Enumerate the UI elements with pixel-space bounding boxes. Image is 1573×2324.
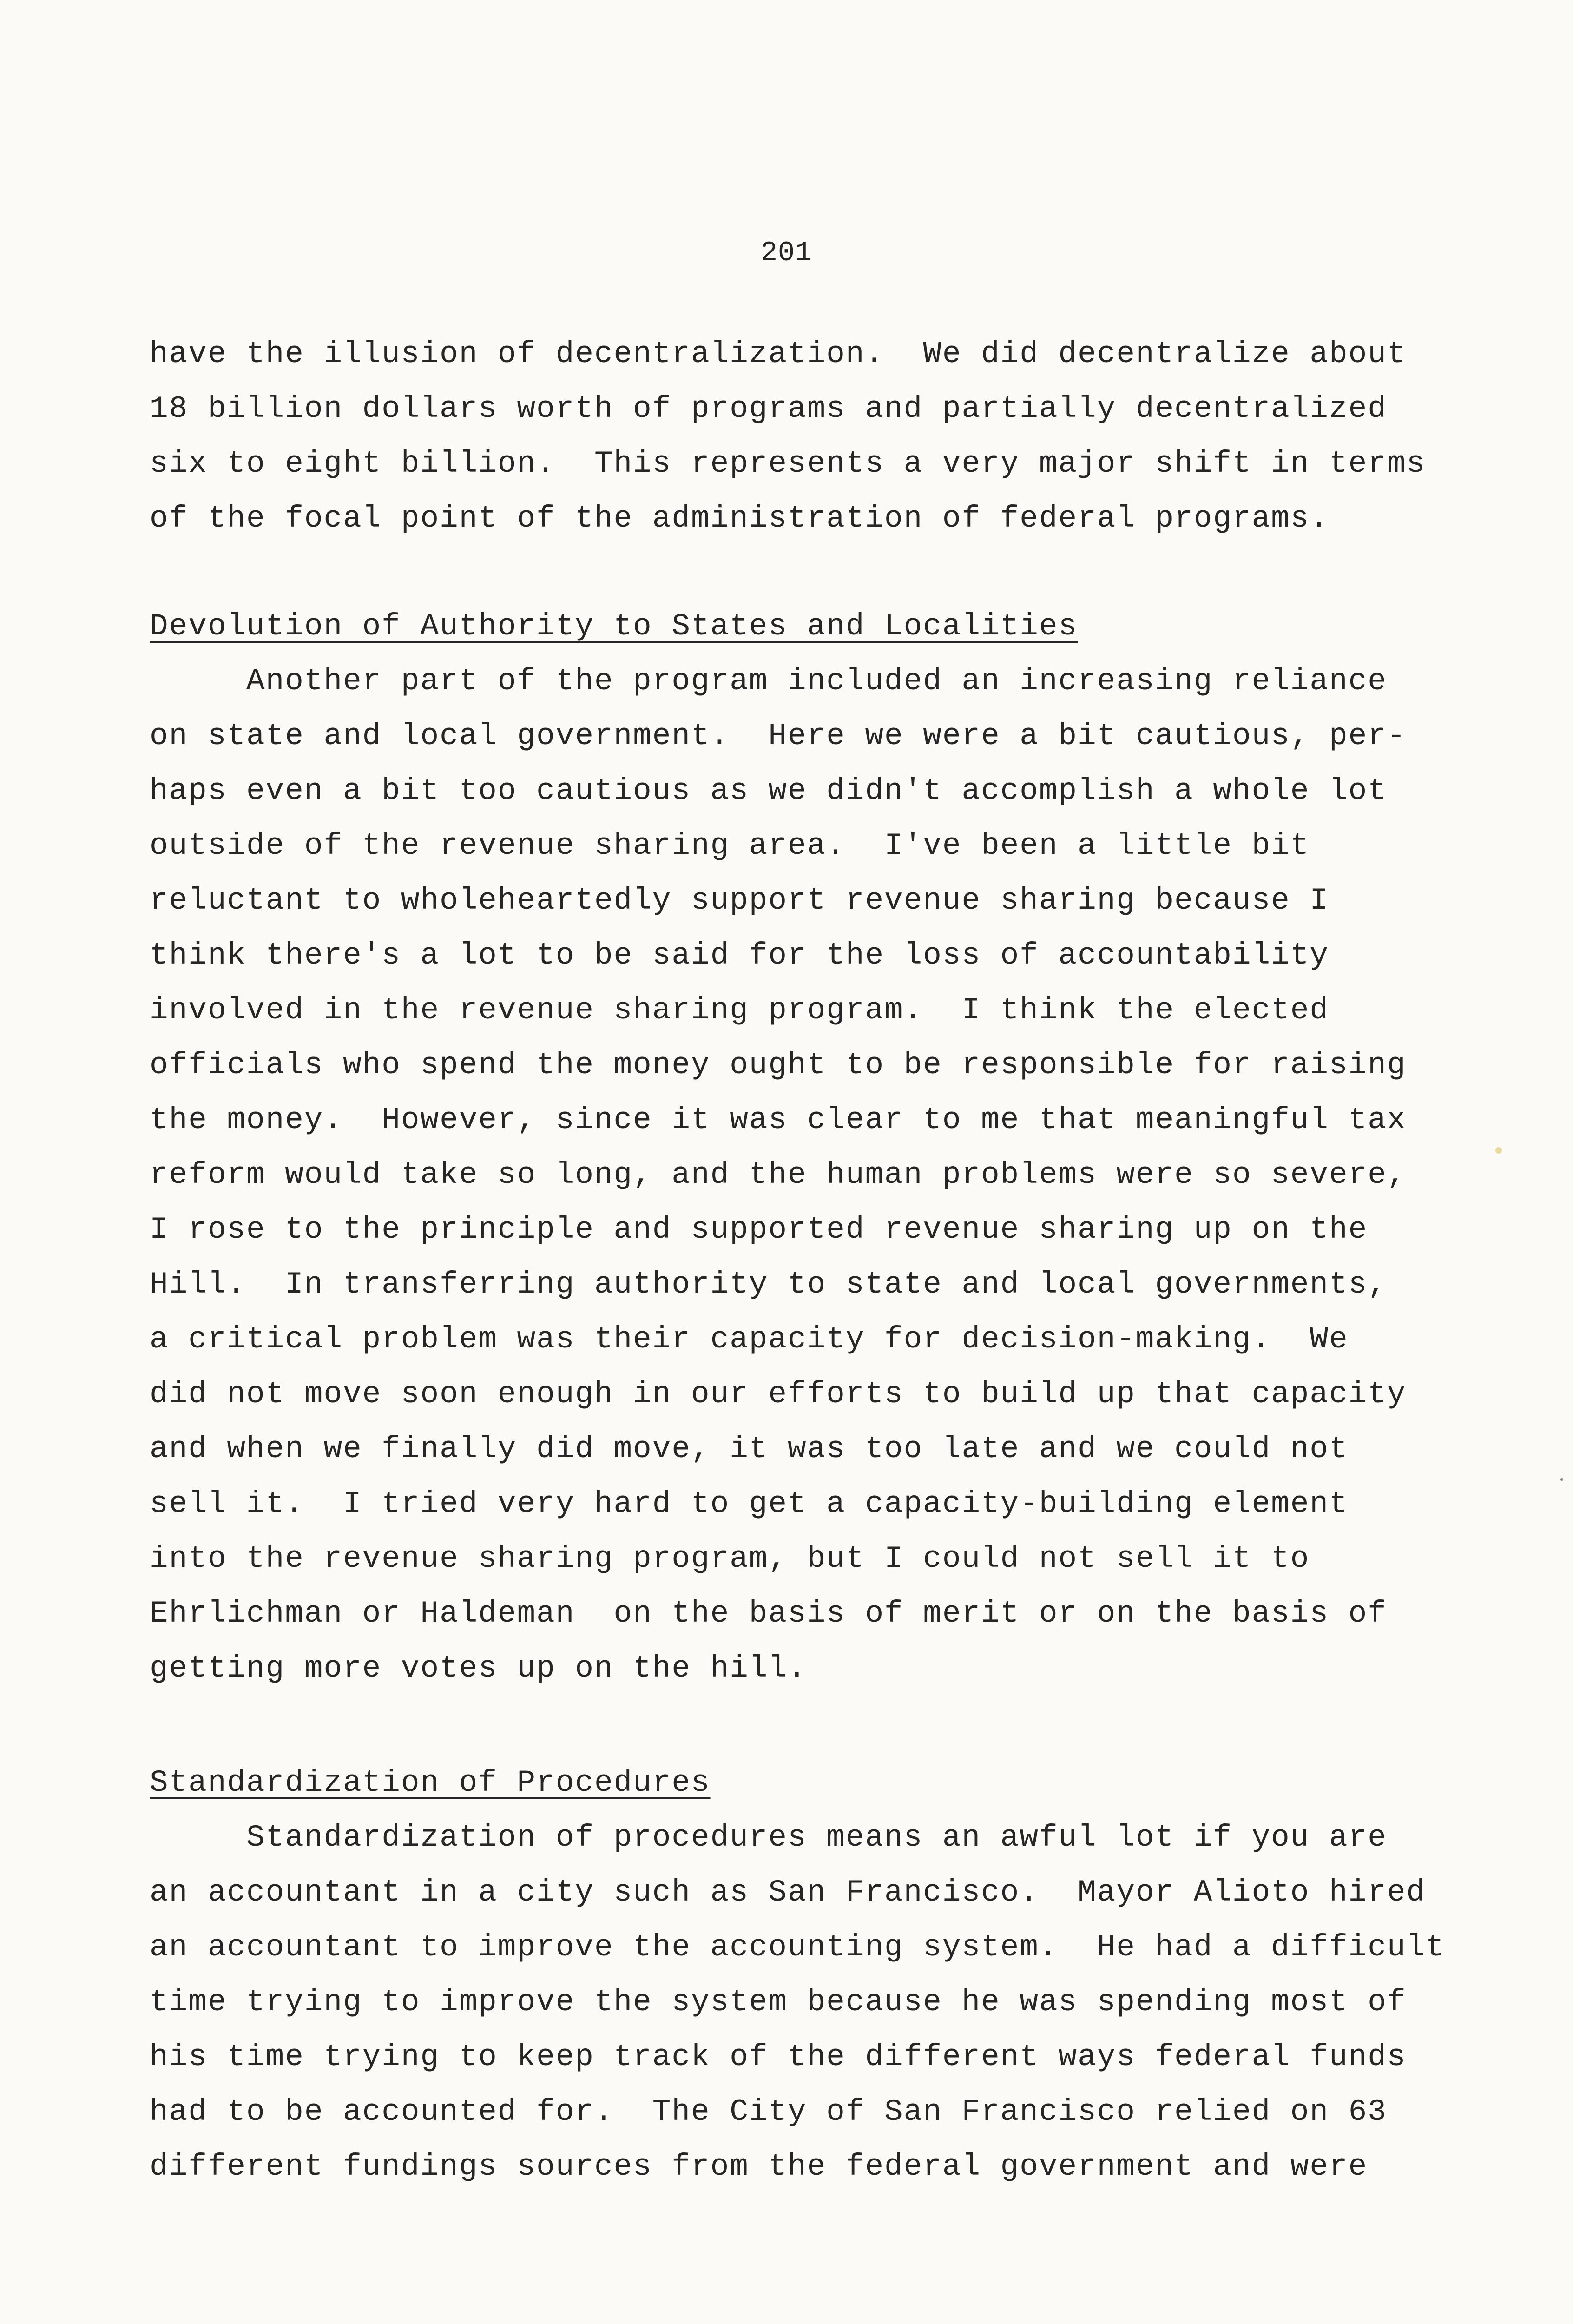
text-line: the money. However, since it was clear to me that meaningful tax bbox=[150, 1103, 1407, 1137]
text-line: Standardization of procedures means an awful lot if you are bbox=[150, 1820, 1387, 1855]
text-line: involved in the revenue sharing program. I think the elected bbox=[150, 993, 1329, 1028]
section-heading-devolution: Devolution of Authority to States and Localities bbox=[150, 609, 1078, 644]
text-line: had to be accounted for. The City of San Francisco relied on 63 bbox=[150, 2094, 1387, 2129]
text-line: a critical problem was their capacity for decision-making. We bbox=[150, 1322, 1349, 1357]
text-line: and when we finally did move, it was too late and we could not bbox=[150, 1432, 1349, 1466]
text-line: I rose to the principle and supported revenue sharing up on the bbox=[150, 1212, 1368, 1247]
text-line: getting more votes up on the hill. bbox=[150, 1651, 807, 1686]
text-line: an accountant to improve the accounting system. He had a difficult bbox=[150, 1930, 1445, 1965]
text-line: did not move soon enough in our efforts to build up that capacity bbox=[150, 1377, 1407, 1412]
section-heading-standardization: Standardization of Procedures bbox=[150, 1765, 711, 1800]
text-line: into the revenue sharing program, but I could not sell it to bbox=[150, 1541, 1310, 1576]
scan-speck bbox=[1495, 1147, 1502, 1154]
text-line: six to eight billion. This represents a very major shift in terms bbox=[150, 446, 1426, 481]
text-line: have the illusion of decentralization. We did decentralize about bbox=[150, 337, 1407, 371]
text-line: outside of the revenue sharing area. I've been a little bit bbox=[150, 828, 1310, 863]
text-line: Hill. In transferring authority to state and local governments, bbox=[150, 1267, 1387, 1302]
text-line: his time trying to keep track of the different ways federal funds bbox=[150, 2040, 1407, 2074]
page-number: 201 bbox=[760, 238, 813, 269]
text-line: 18 billion dollars worth of programs and partially decentralized bbox=[150, 391, 1387, 426]
text-line: reluctant to wholeheartedly support revenue sharing because I bbox=[150, 883, 1329, 918]
text-line: different fundings sources from the federal government and were bbox=[150, 2149, 1368, 2184]
text-line: Another part of the program included an increasing reliance bbox=[150, 664, 1387, 699]
scan-speck bbox=[1560, 1478, 1563, 1481]
text-line: reform would take so long, and the human problems were so severe, bbox=[150, 1157, 1407, 1192]
text-line: time trying to improve the system because he was spending most of bbox=[150, 1985, 1407, 2020]
text-line: on state and local government. Here we were a bit cautious, per- bbox=[150, 719, 1407, 753]
text-line: sell it. I tried very hard to get a capacity-building element bbox=[150, 1486, 1349, 1521]
text-line: an accountant in a city such as San Francisco. Mayor Alioto hired bbox=[150, 1875, 1426, 1910]
text-line: think there's a lot to be said for the loss of accountability bbox=[150, 938, 1329, 973]
text-line: haps even a bit too cautious as we didn't accomplish a whole lot bbox=[150, 773, 1387, 808]
text-line: Ehrlichman or Haldeman on the basis of merit or on the basis of bbox=[150, 1596, 1387, 1631]
text-line: of the focal point of the administration of federal programs. bbox=[150, 501, 1329, 536]
text-line: officials who spend the money ought to be responsible for raising bbox=[150, 1048, 1407, 1083]
